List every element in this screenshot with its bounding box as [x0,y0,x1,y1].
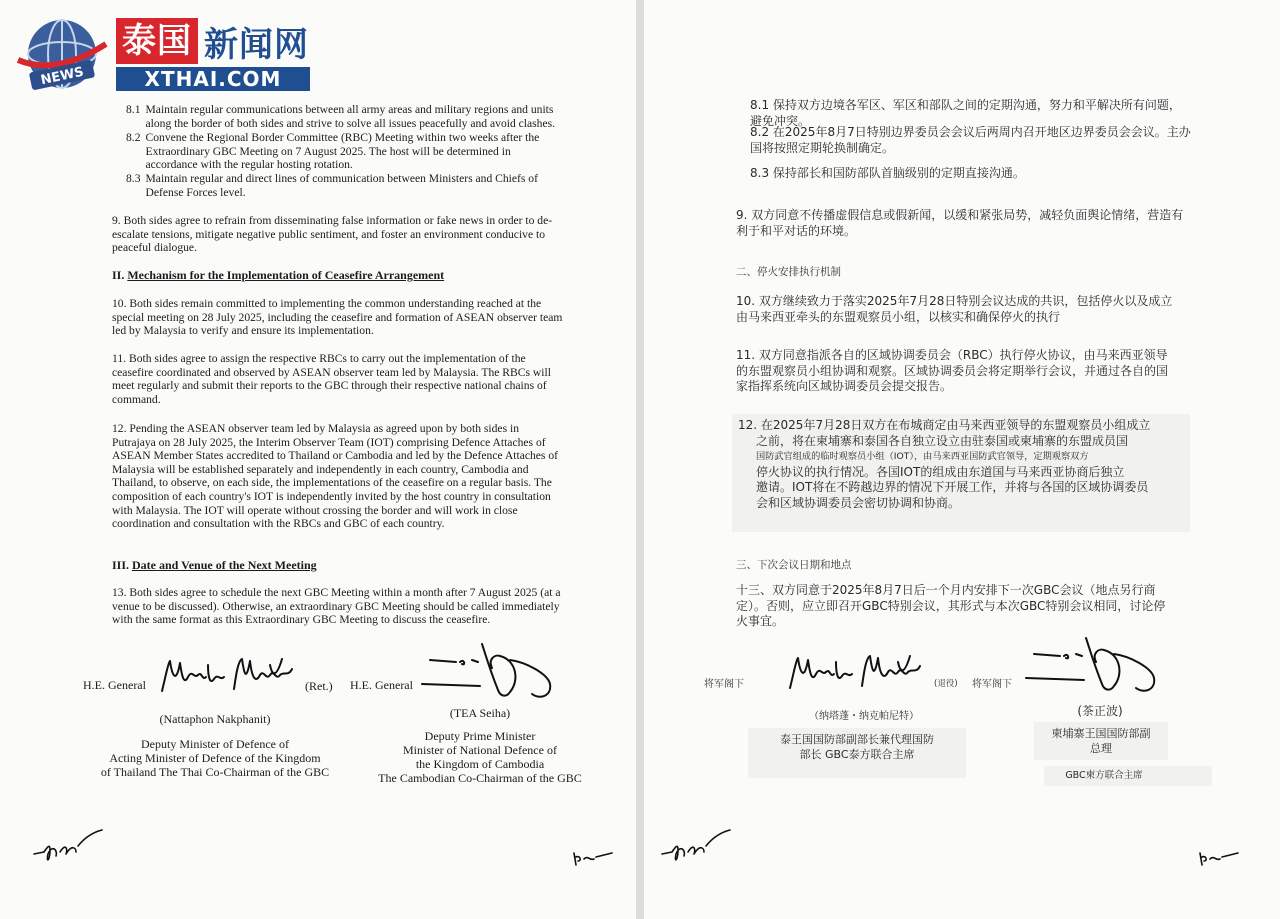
section-heading-2 [112,268,444,283]
item-text: Convene the Regional Border Committee (RBC) Meeting within two weeks after the Extraordinary GBC Meeting on 7 August 2025. The host will be determined in accordance with the regular hosting rotation. [145,131,540,172]
zh-line: 邀请。IOT将在不跨越边界的情况下开展工作，并将与各国的区域协调委员 [756,480,1149,494]
zh-item-9: 9. 双方同意不传播虚假信息或假新闻，以缓和紧张局势，减轻负面舆论情绪，营造有利于和平对话的环境。 [736,208,1184,238]
tea-seiha-signature-copy [1024,634,1174,698]
zh-item-8-3: 8.3 保持部长和国防部队首脑级别的定期直接沟通。 [750,166,1025,180]
title-line: Acting Minister of Defence of the Kingdom [109,751,321,765]
title-line: the Kingdom of Cambodia [415,757,545,771]
globe-icon [16,14,108,96]
sig-left-title [70,737,360,779]
title-line: Deputy Prime Minister [424,729,536,743]
zh-item-11: 11. 双方同意指派各自的区域协调委员会（RBC）执行停火协议，由马来西亚领导的东盟观察员小组协调和观察。区域协调委员会将定期举行会议，并通过各自的国家指挥系统向区域协调委员会提交报告。 [736,348,1169,393]
logo-url: XTHAI.COM [116,67,310,91]
zh-sig-left-suffix: (退役) [934,679,958,689]
zh-sig-left-prefix: 将军阁下 [704,679,744,690]
title-line: Deputy Minister of Defence of [141,737,289,751]
title-line: 柬埔寨王国国防部副 [1051,727,1151,740]
item-8-3 [126,172,564,199]
zh-sig-right-cochair: GBC柬方联合主席 [1065,770,1143,781]
title-line: 泰王国国防部副部长兼代理国防 [780,733,934,746]
heading-number: III. [112,558,130,572]
title-line: Minister of National Defence of [403,743,557,757]
zh-line: 停火协议的执行情况。各国IOT的组成由东道国与马来西亚协商后独立 [756,464,1125,479]
zh-item-8-2: 8.2 在2025年8月7日特别边界委员会会议后两周内召开地区边界委员会会议。主办国将按照定期轮换制确定。 [750,125,1191,155]
initials-left-copy [660,826,732,866]
tea-seiha-signature [420,640,570,704]
sig-left-name: (Nattaphon Nakphanit) [159,712,271,726]
sig-left-suffix: (Ret.) [305,679,333,693]
zh-sig-right-name: (茶正波) [1077,704,1123,718]
nattaphon-signature-copy [786,652,928,696]
item-12: 12. Pending the ASEAN observer team led by Malaysia as agreed upon by both sides in Putrajaya on 28 July 2025, the Interim Observer Team (IOT) comprising Defence Attaches of ASEAN Member States accredited to Thailand or Cambodia and led by the Defence Attaches of Malaysia will be established separately and independently in each country, Cambodia and Thailand, to observe, on each side, the implementations of the ceasefire on a regular basis. The composition of each country's IOT is independently invited by the host country in consultation with Malaysia. The IOT will operate without crossing the border and will work in close coordination and consultation with the RBCs and GBC of each country. [112,422,559,531]
heading-number: II. [112,268,125,282]
zh-line: 之前，将在柬埔寨和泰国各自独立设立由驻泰国或柬埔寨的东盟成员国 [756,433,1129,448]
sig-right-name: (TEA Seiha) [449,706,511,720]
initials-left [32,826,104,866]
zh-sig-right-title [1034,726,1168,756]
zh-sig-left-title [750,732,964,762]
zh-item-10: 10. 双方继续致力于落实2025年7月28日特别会议达成的共识，包括停火以及成立由马来西亚牵头的东盟观察员小组，以核实和确保停火的执行 [736,294,1173,324]
item-8-1 [126,103,564,130]
title-line: 总理 [1090,742,1112,755]
sig-right-title [360,729,600,785]
zh-item-13: 十三、双方同意于2025年8月7日后一个月内安排下一次GBC会议（地点另行商定）。否则，应立即召开GBC特别会议，其形式与本次GBC特别会议相同，讨论停火事宜。 [736,583,1166,628]
sig-left-prefix: H.E. General [83,678,146,692]
section-heading-3 [112,558,317,573]
news-badge: NEWS [39,64,86,89]
logo-title-red: 泰国 [116,18,198,64]
heading-text: Mechanism for the Implementation of Ceasefire Arrangement [127,268,445,282]
item-8-2 [126,131,564,172]
item-text: Maintain regular and direct lines of communication between Ministers and Chiefs of Defense Forces level. [145,172,538,199]
heading-text: Date and Venue of the Next Meeting [132,558,317,572]
sig-right-prefix: H.E. General [350,678,413,692]
title-line: of Thailand The Thai Co-Chairman of the GBC [100,765,330,779]
english-page [0,0,636,919]
item-text: Maintain regular communications between all army areas and military regions and units along the border of both sides and strive to solve all issues peacefully and avoid clashes. [145,103,556,130]
chinese-page [644,0,1280,919]
zh-line: 国防武官组成的临时观察员小组（IOT），由马来西亚国防武官领导，定期观察双方 [756,451,1089,462]
item-13: 13. Both sides agree to schedule the next GBC Meeting within a month after 7 August 2025 (at a venue to be discussed). Otherwise, an extraordinary GBC Meeting should be called immediately with the same format as this Extraordinary GBC Meeting to discuss the ceasefire. [112,586,561,627]
item-number: 8.2 [126,131,141,144]
site-logo[interactable] [10,10,320,96]
title-line: 部长 GBC泰方联合主席 [799,748,915,761]
zh-sig-left-name: （纳塔蓬・纳克帕尼特） [809,711,919,722]
zh-section-heading-2: 二、停火安排执行机制 [736,266,841,278]
nattaphon-signature [158,655,300,699]
item-11: 11. Both sides agree to assign the respective RBCs to carry out the implementation of the ceasefire coordinated and observed by ASEAN observer team led by Malaysia. The RBCs will meet regularly and submit their reports to the GBC through their respective national chains of command. [112,352,551,406]
zh-line: 会和区域协调委员会密切协调和协商。 [756,495,961,510]
item-9: 9. Both sides agree to refrain from disseminating false information or fake news in order to de-escalate tensions, mitigate negative public sentiment, and foster an environment conducive to peaceful dialogue. [112,214,553,255]
item-number: 8.1 [126,103,141,116]
item-10: 10. Both sides remain committed to implementing the common understanding reached at the special meeting on 28 July 2025, including the ceasefire and formation of ASEAN observer team led by Malaysia to verify and ensure its implementation. [112,297,563,338]
title-line: The Cambodian Co-Chairman of the GBC [378,771,582,785]
zh-sig-right-prefix: 将军阁下 [972,679,1012,690]
zh-section-heading-3: 三、下次会议日期和地点 [736,559,852,571]
initials-right-copy [1196,847,1240,869]
zh-item-8-1: 8.1 保持双方边境各军区、军区和部队之间的定期沟通，努力和平解决所有问题，避免冲突。 [750,98,1181,128]
item-number: 8.3 [126,172,141,185]
zh-item-12 [738,418,1188,511]
logo-title-blue: 新闻网 [204,24,309,65]
initials-right [570,847,614,869]
zh-line: 12. 在2025年7月28日双方在布城商定由马来西亚领导的东盟观察员小组成立 [738,418,1151,432]
